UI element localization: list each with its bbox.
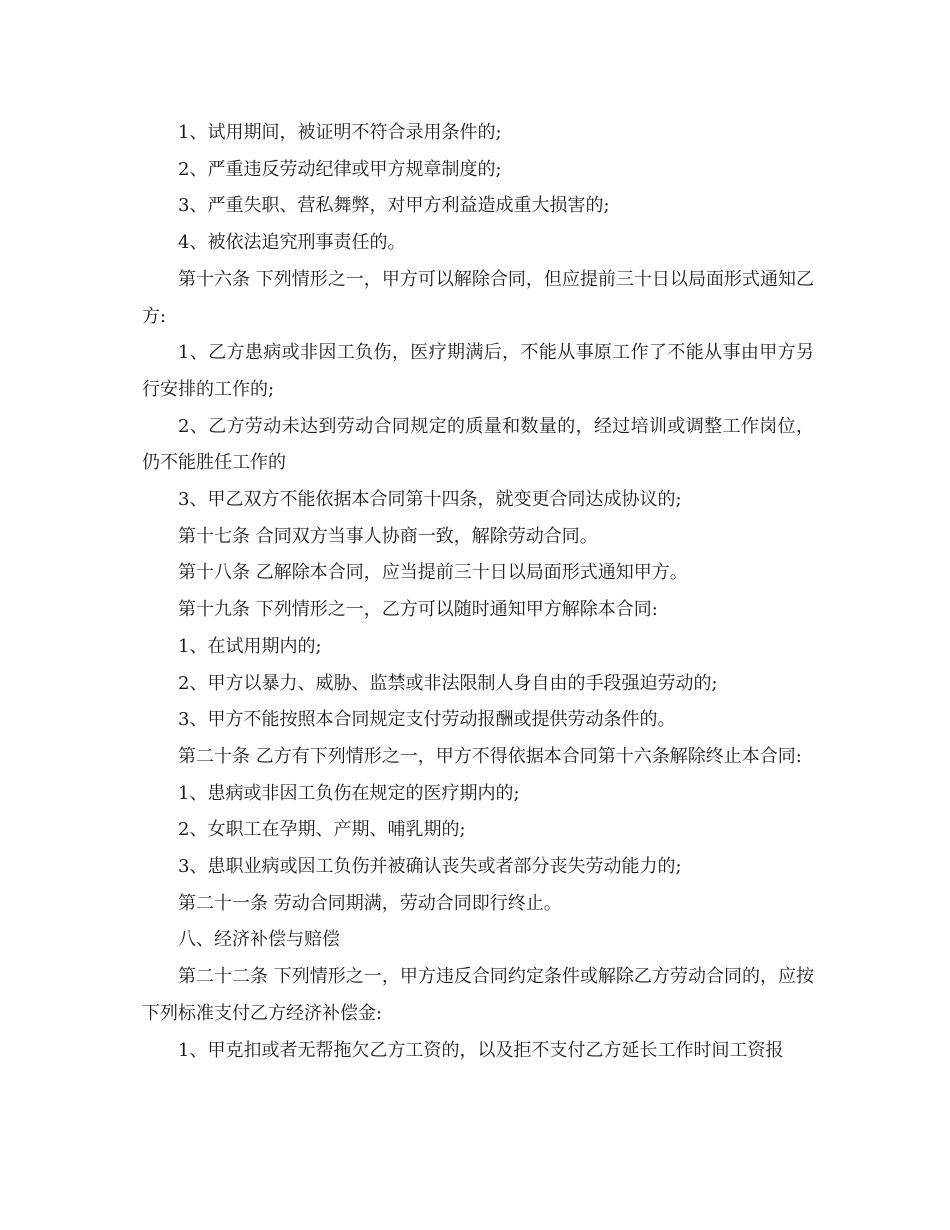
paragraph: 3、严重失职、营私舞弊，对甲方利益造成重大损害的; <box>178 195 610 217</box>
document-body <box>142 115 814 1069</box>
paragraph: 2、乙方劳动未达到劳动合同规定的质量和数量的，经过培训或调整工作岗位，仍不能胜任工作的 <box>142 415 814 474</box>
paragraph: 4、被依法追究刑事责任的。 <box>178 232 406 254</box>
paragraph: 1、试用期间，被证明不符合录用条件的; <box>178 122 502 143</box>
article-16: 第十六条 下列情形之一，甲方可以解除合同，但应提前三十日以局面形式通知乙方: <box>142 268 814 327</box>
article-19: 第十九条 下列情形之一，乙方可以随时通知甲方解除本合同: <box>178 599 658 621</box>
section-heading: 八、经济补偿与赔偿 <box>178 929 340 951</box>
paragraph: 2、女职工在孕期、产期、哺乳期的; <box>178 819 466 841</box>
article-21: 第二十一条 劳动合同期满，劳动合同即行终止。 <box>178 892 562 914</box>
article-17: 第十七条 合同双方当事人协商一致，解除劳动合同。 <box>178 525 598 547</box>
paragraph: 3、患职业病或因工负伤并被确认丧失或者部分丧失劳动能力的; <box>178 856 682 878</box>
paragraph: 2、甲方以暴力、威胁、监禁或非法限制人身自由的手段强迫劳动的; <box>178 672 718 694</box>
article-22: 第二十二条 下列情形之一，甲方违反合同约定条件或解除乙方劳动合同的，应按下列标准支付乙方经济补偿金: <box>142 966 814 1024</box>
paragraph: 3、甲乙双方不能依据本合同第十四条，就变更合同达成协议的; <box>178 489 682 511</box>
paragraph: 3、甲方不能按照本合同规定支付劳动报酬或提供劳动条件的。 <box>178 709 676 731</box>
article-20: 第二十条 乙方有下列情形之一，甲方不得依据本合同第十六条解除终止本合同: <box>178 745 802 767</box>
paragraph: 1、在试用期内的; <box>178 635 322 657</box>
article-18: 第十八条 乙解除本合同，应当提前三十日以局面形式通知甲方。 <box>178 562 688 584</box>
paragraph: 1、乙方患病或非因工负伤，医疗期满后，不能从事原工作了不能从事由甲方另行安排的工作的; <box>142 342 814 400</box>
paragraph: 1、患病或非因工负伤在规定的医疗期内的; <box>178 782 520 804</box>
paragraph: 1、甲克扣或者无帮拖欠乙方工资的，以及拒不支付乙方延长工作时间工资报 <box>178 1039 784 1061</box>
paragraph: 2、严重违反劳动纪律或甲方规章制度的; <box>178 158 502 180</box>
